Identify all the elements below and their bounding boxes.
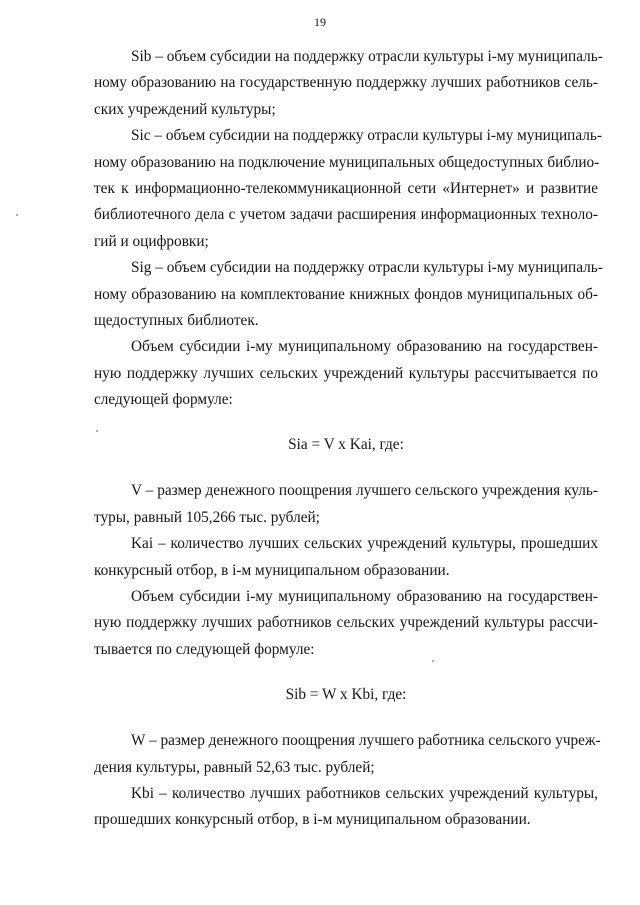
paragraph-line: ную поддержку лучших сельских учреждений культуры рассчитывается по (94, 364, 598, 382)
paragraph-line: W – размер денежного поощрения лучшего работника сельского учреж- (131, 732, 601, 750)
paragraph (94, 531, 598, 584)
paragraph-line: Sib – объем субсидии на поддержку отрасли культуры i-му муниципаль- (131, 48, 603, 65)
paragraph-line: тывается по следующей формуле: (94, 640, 315, 658)
paragraph (94, 255, 603, 334)
paragraph-line: дения культуры, равный 52,63 тыс. рублей; (94, 758, 375, 776)
paragraph-line: щедоступных библиотек. (94, 311, 259, 329)
paragraph-line: ному образованию на комплектование книжных фондов муниципальных об- (94, 285, 598, 303)
formula: Sib = W x Kbi, где: (285, 686, 407, 704)
paragraph-line: конкурсный отбор, в i-м муниципальном образовании. (94, 561, 450, 579)
paragraph (94, 478, 598, 531)
paragraph-line: ному образованию на государственную поддержку лучших работников сель- (94, 74, 598, 92)
paragraph-line: ному образованию на подключение муниципальных общедоступных библио- (94, 153, 600, 171)
paragraph-line: Sig – объем субсидии на поддержку отрасли культуры i-му муниципаль- (131, 259, 603, 277)
paragraph-line: библиотечного дела с учетом задачи расширения информационных техноло- (94, 206, 598, 224)
scan-speck (16, 214, 18, 216)
paragraph-line: V – размер денежного поощрения лучшего сельского учреждения куль- (131, 482, 598, 500)
paragraph-line: туры, равный 105,266 тыс. рублей; (94, 508, 320, 526)
paragraph (94, 44, 603, 123)
paragraph-line: Kai – количество лучших сельских учреждений культуры, прошедших (131, 535, 598, 553)
paragraph (94, 334, 598, 413)
paragraph (94, 781, 598, 834)
paragraph-line: тек к информационно-телекоммуникационной сети «Интернет» и развитие (94, 179, 598, 197)
paragraph-line: Объем субсидии i-му муниципальному образованию на государствен- (131, 588, 598, 606)
formula: Sia = V x Kai, где: (288, 436, 404, 454)
paragraph-line: ских учреждений культуры; (94, 100, 276, 118)
paragraph-line: Sic – объем субсидии на поддержку отрасли культуры i-му муниципаль- (131, 127, 602, 145)
scan-speck (96, 430, 98, 432)
paragraph-line: ную поддержку лучших работников сельских учреждений культуры рассчи- (94, 614, 598, 632)
paragraph (94, 123, 602, 255)
paragraph-line: гий и оцифровки; (94, 232, 209, 250)
paragraph (94, 728, 601, 781)
paragraph-line: прошедших конкурсный отбор, в i-м муниципальном образовании. (94, 811, 531, 829)
paragraph (94, 584, 598, 663)
paragraph-line: Kbi – количество лучших работников сельских учреждений культуры, (131, 784, 598, 802)
document-body (94, 44, 603, 834)
scan-speck (432, 660, 434, 662)
page-number: 19 (314, 15, 326, 29)
paragraph-line: следующей формуле: (94, 391, 233, 409)
paragraph-line: Объем субсидии i-му муниципальному образованию на государствен- (131, 338, 598, 356)
